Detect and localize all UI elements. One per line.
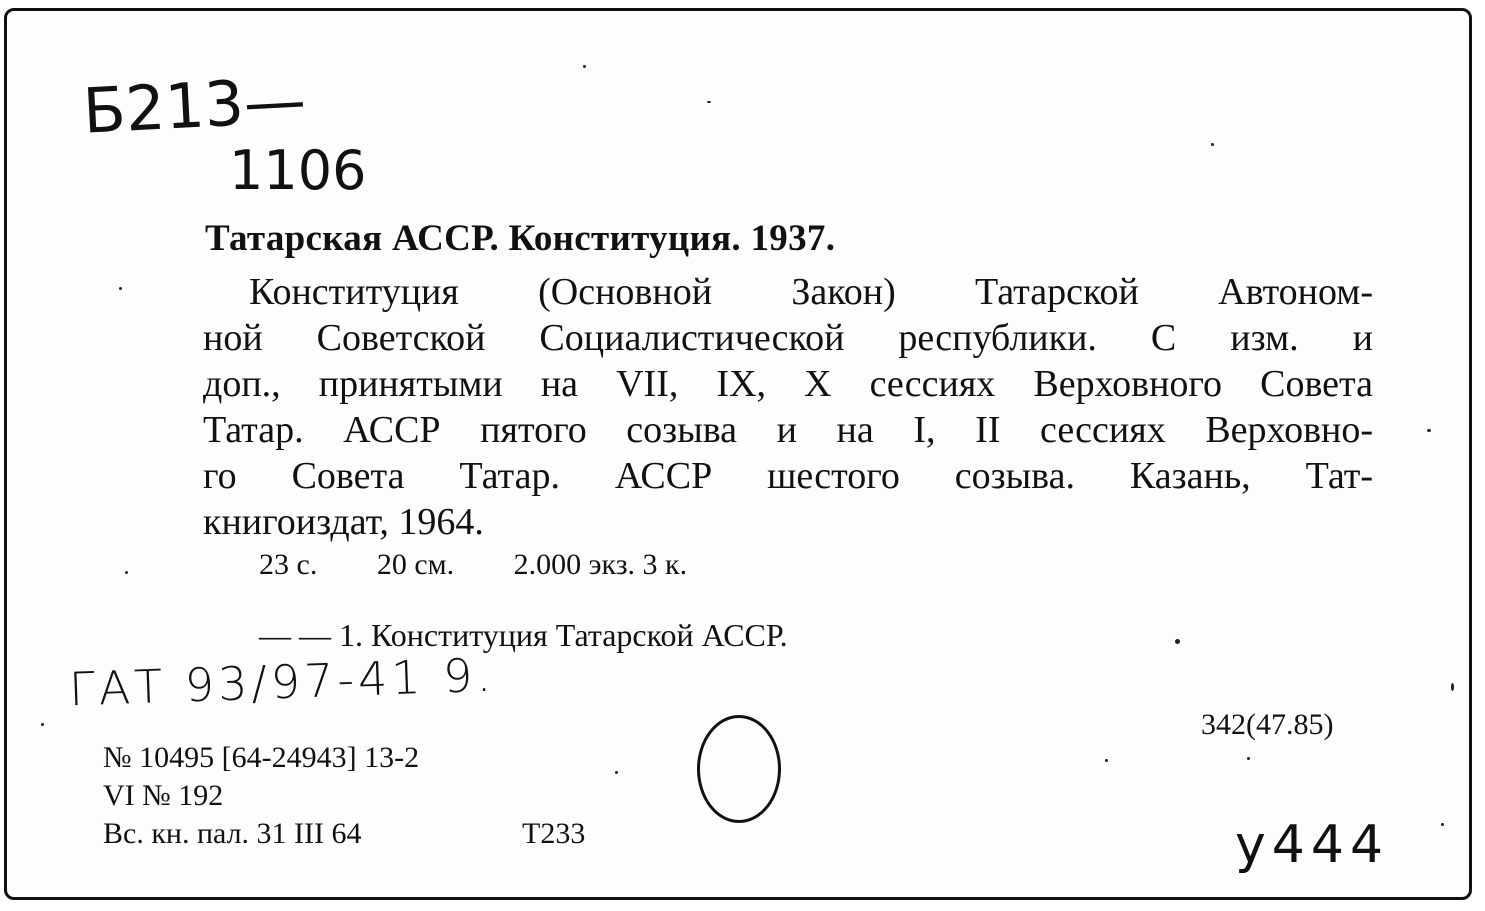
collation [259, 548, 739, 582]
scan-speck [1175, 639, 1180, 644]
copies-price: 2.000 экз. 3 к. [513, 548, 688, 581]
card-hole [697, 715, 781, 823]
udc-number: 342(47.85) [1201, 708, 1334, 741]
entry-description [203, 269, 1373, 545]
scan-speck [707, 101, 711, 103]
scan-speck [1427, 429, 1431, 432]
description-line: Татар. АССР пятого созыва и на I, II сессиях Верховно- [203, 409, 1373, 451]
scan-speck [41, 723, 44, 726]
description-line: книгоиздат, 1964. [203, 501, 484, 543]
size: 20 см. [376, 548, 455, 581]
archive-stamp: ГАТ 93/97-41 9. [68, 647, 496, 717]
scan-speck [615, 771, 618, 774]
scan-speck [1451, 683, 1454, 691]
subject-tracing: — — 1. Конституция Татарской АССР. [259, 617, 788, 653]
scan-speck [1105, 759, 1108, 762]
scan-speck [1211, 143, 1214, 146]
entry-heading: Татарская АССР. Конституция. 1937. [205, 218, 836, 259]
imprint-line-1: № 10495 [64-24943] 13-2 [103, 741, 420, 774]
description-line: Конституция (Основной Закон) Татарской Автоном- [249, 271, 1373, 313]
scan-speck [1247, 757, 1250, 760]
description-line: ной Советской Социалистической республики. С изм. и [203, 317, 1373, 359]
shelfmark-bottom: 1106 [229, 139, 367, 202]
inventory-number: у444 [1235, 815, 1390, 875]
scan-speck [125, 571, 128, 574]
imprint-line-2: VI № 192 [103, 779, 224, 812]
description-line: го Совета Татар. АССР шестого созыва. Казань, Тат- [203, 455, 1373, 497]
shelfmark-top: Б213— [81, 63, 308, 148]
imprint-line-3: Вс. кн. пал. 31 III 64 [103, 817, 362, 850]
scan-speck [119, 287, 122, 290]
pages: 23 с. [259, 548, 318, 581]
scan-speck [583, 65, 586, 68]
description-line: доп., принятыми на VII, IX, X сессиях Верховного Совета [203, 363, 1373, 405]
catalog-card [4, 8, 1472, 900]
scan-speck [1441, 823, 1444, 826]
imprint-code: T233 [522, 817, 586, 850]
